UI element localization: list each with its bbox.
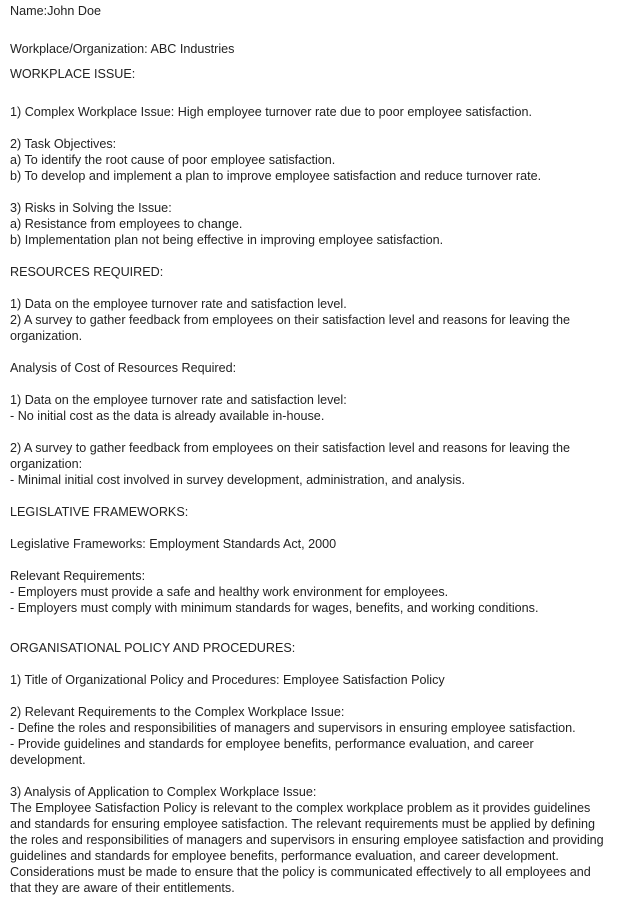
name-line: Name:John Doe <box>10 4 102 18</box>
objective-item: b) To develop and implement a plan to improve employee satisfaction and reduce turnover rate. <box>10 169 542 183</box>
cost-analysis-2 <box>10 440 610 488</box>
resource-item: 2) A survey to gather feedback from employees on their satisfaction level and reasons for leaving the organization. <box>10 313 571 343</box>
cost-analysis-1-detail: - No initial cost as the data is already available in-house. <box>10 409 325 423</box>
legislative-frameworks: Legislative Frameworks: Employment Standards Act, 2000 <box>10 537 337 551</box>
issue-statement: 1) Complex Workplace Issue: High employee turnover rate due to poor employee satisfaction. <box>10 105 532 119</box>
policy-requirements <box>10 704 610 768</box>
policy-analysis-text: The Employee Satisfaction Policy is relevant to the complex workplace problem as it provides guidelines and standards for ensuring employee satisfaction. The relevant requirements must be applied by defining the roles and responsibilities of managers and supervisors in ensuring employee satisfaction and providing guidelines and standards for employee benefits, performance evaluation, and career development. Considerations must be made to ensure that the policy is communicated effectively to all employees and that they are aware of their entitlements. <box>10 801 604 895</box>
legislative-requirements <box>10 568 610 616</box>
cost-analysis-1 <box>10 392 610 424</box>
objective-item: a) To identify the root cause of poor employee satisfaction. <box>10 153 336 167</box>
document <box>10 3 610 896</box>
policy-requirement-item: - Define the roles and responsibilities of managers and supervisors in ensuring employee satisfaction. <box>10 721 576 735</box>
policy-analysis <box>10 784 610 896</box>
policy-heading: ORGANISATIONAL POLICY AND PROCEDURES: <box>10 641 296 655</box>
cost-analysis-1-title: 1) Data on the employee turnover rate and satisfaction level: <box>10 393 347 407</box>
cost-analysis-2-title: 2) A survey to gather feedback from employees on their satisfaction level and reasons for leaving the organization: <box>10 441 571 471</box>
requirement-item: - Employers must provide a safe and healthy work environment for employees. <box>10 585 449 599</box>
requirement-item: - Employers must comply with minimum standards for wages, benefits, and working conditions. <box>10 601 539 615</box>
policy-requirement-item: - Provide guidelines and standards for employee benefits, performance evaluation, and career development. <box>10 737 534 767</box>
policy-analysis-title: 3) Analysis of Application to Complex Workplace Issue: <box>10 785 317 799</box>
workplace-issue-heading: WORKPLACE ISSUE: <box>10 67 136 81</box>
risks <box>10 200 610 248</box>
resource-item: 1) Data on the employee turnover rate and satisfaction level. <box>10 297 347 311</box>
requirements-title: Relevant Requirements: <box>10 569 146 583</box>
cost-analysis-title: Analysis of Cost of Resources Required: <box>10 361 237 375</box>
policy-title: 1) Title of Organizational Policy and Procedures: Employee Satisfaction Policy <box>10 673 445 687</box>
risk-item: a) Resistance from employees to change. <box>10 217 243 231</box>
policy-requirements-title: 2) Relevant Requirements to the Complex Workplace Issue: <box>10 705 345 719</box>
resources-heading: RESOURCES REQUIRED: <box>10 265 164 279</box>
resources-list <box>10 296 610 344</box>
legislative-heading: LEGISLATIVE FRAMEWORKS: <box>10 505 189 519</box>
risks-title: 3) Risks in Solving the Issue: <box>10 201 172 215</box>
cost-analysis-2-detail: - Minimal initial cost involved in survey development, administration, and analysis. <box>10 473 465 487</box>
task-objectives <box>10 136 610 184</box>
objectives-title: 2) Task Objectives: <box>10 137 117 151</box>
risk-item: b) Implementation plan not being effective in improving employee satisfaction. <box>10 233 444 247</box>
workplace-line: Workplace/Organization: ABC Industries <box>10 42 235 56</box>
